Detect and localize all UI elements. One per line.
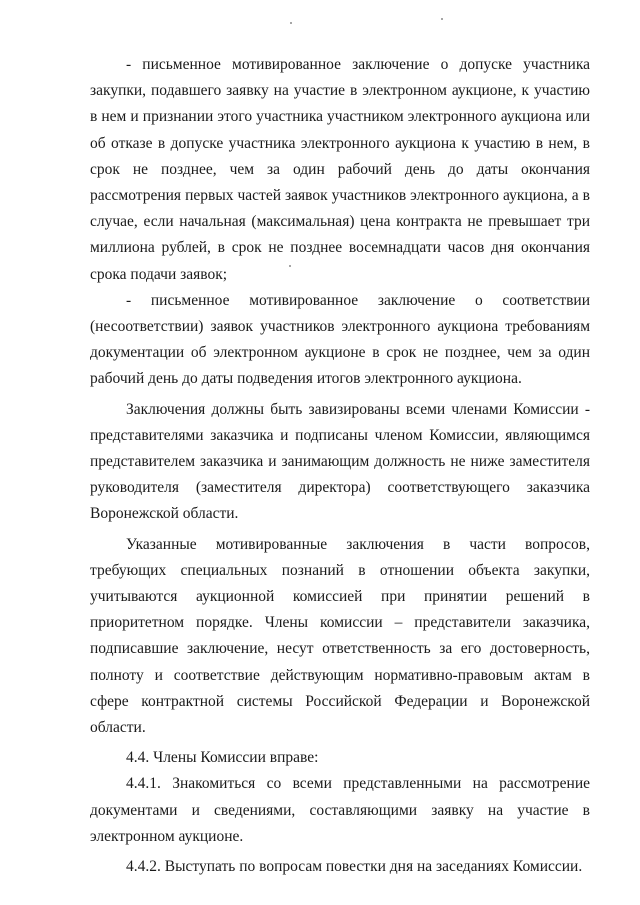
scan-speck (290, 22, 292, 24)
clause-4-4-heading: 4.4. Члены Комиссии вправе: (126, 749, 319, 767)
scan-speck (441, 18, 443, 20)
paragraph-motivated-conclusions: Указанные мотивированные заключения в части вопросов, требующих специальных познаний в отношении объекта закупки, учитываются аукционной комиссией при принятии решений в приоритетном порядке. Члены комиссии – представители заказчика, подписавшие заключение, несут ответственность за его достоверность, полноту и соответствие действующим нормативно-правовым актам в сфере контрактной системы Российской Федерации и Воронежской области. (90, 535, 590, 737)
scan-speck (289, 265, 291, 267)
document-body (90, 52, 590, 880)
paragraph-bullet-admission-conclusion: - письменное мотивированное заключение о допуске участника закупки, подавшего заявку на участие в электронном аукционе, к участию в нем и признании этого участника участником электронного аукциона или об отказе в допуске участника электронного аукциона к участию в нем, в срок не позднее, чем за один рабочий день до даты окончания рассмотрения первых частей заявок участников электронного аукциона, а в случае, если начальная (максимальная) цена контракта не превышает три миллиона рублей, в срок не позднее восемнадцати часов дня окончания срока подачи заявок; (90, 56, 590, 283)
clause-4-4-1: 4.4.1. Знакомиться со всеми представленными на рассмотрение документами и сведениями, составляющими заявку на участие в электронном аукционе. (90, 775, 590, 845)
clause-4-4-2: 4.4.2. Выступать по вопросам повестки дня на заседаниях Комиссии. (126, 858, 583, 876)
paragraph-conclusions-endorsement: Заключения должны быть завизированы всеми членами Комиссии - представителями заказчика и подписаны членом Комиссии, являющимся представителем заказчика и занимающим должность не ниже заместителя руководителя (заместителя директора) соответствующего заказчика Воронежской области. (90, 400, 590, 523)
paragraph-bullet-conformity-conclusion: - письменное мотивированное заключение о соответствии (несоответствии) заявок участников электронного аукциона требованиям документации об электронном аукционе в срок не позднее, чем за один рабочий день до даты подведения итогов электронного аукциона. (90, 291, 590, 388)
